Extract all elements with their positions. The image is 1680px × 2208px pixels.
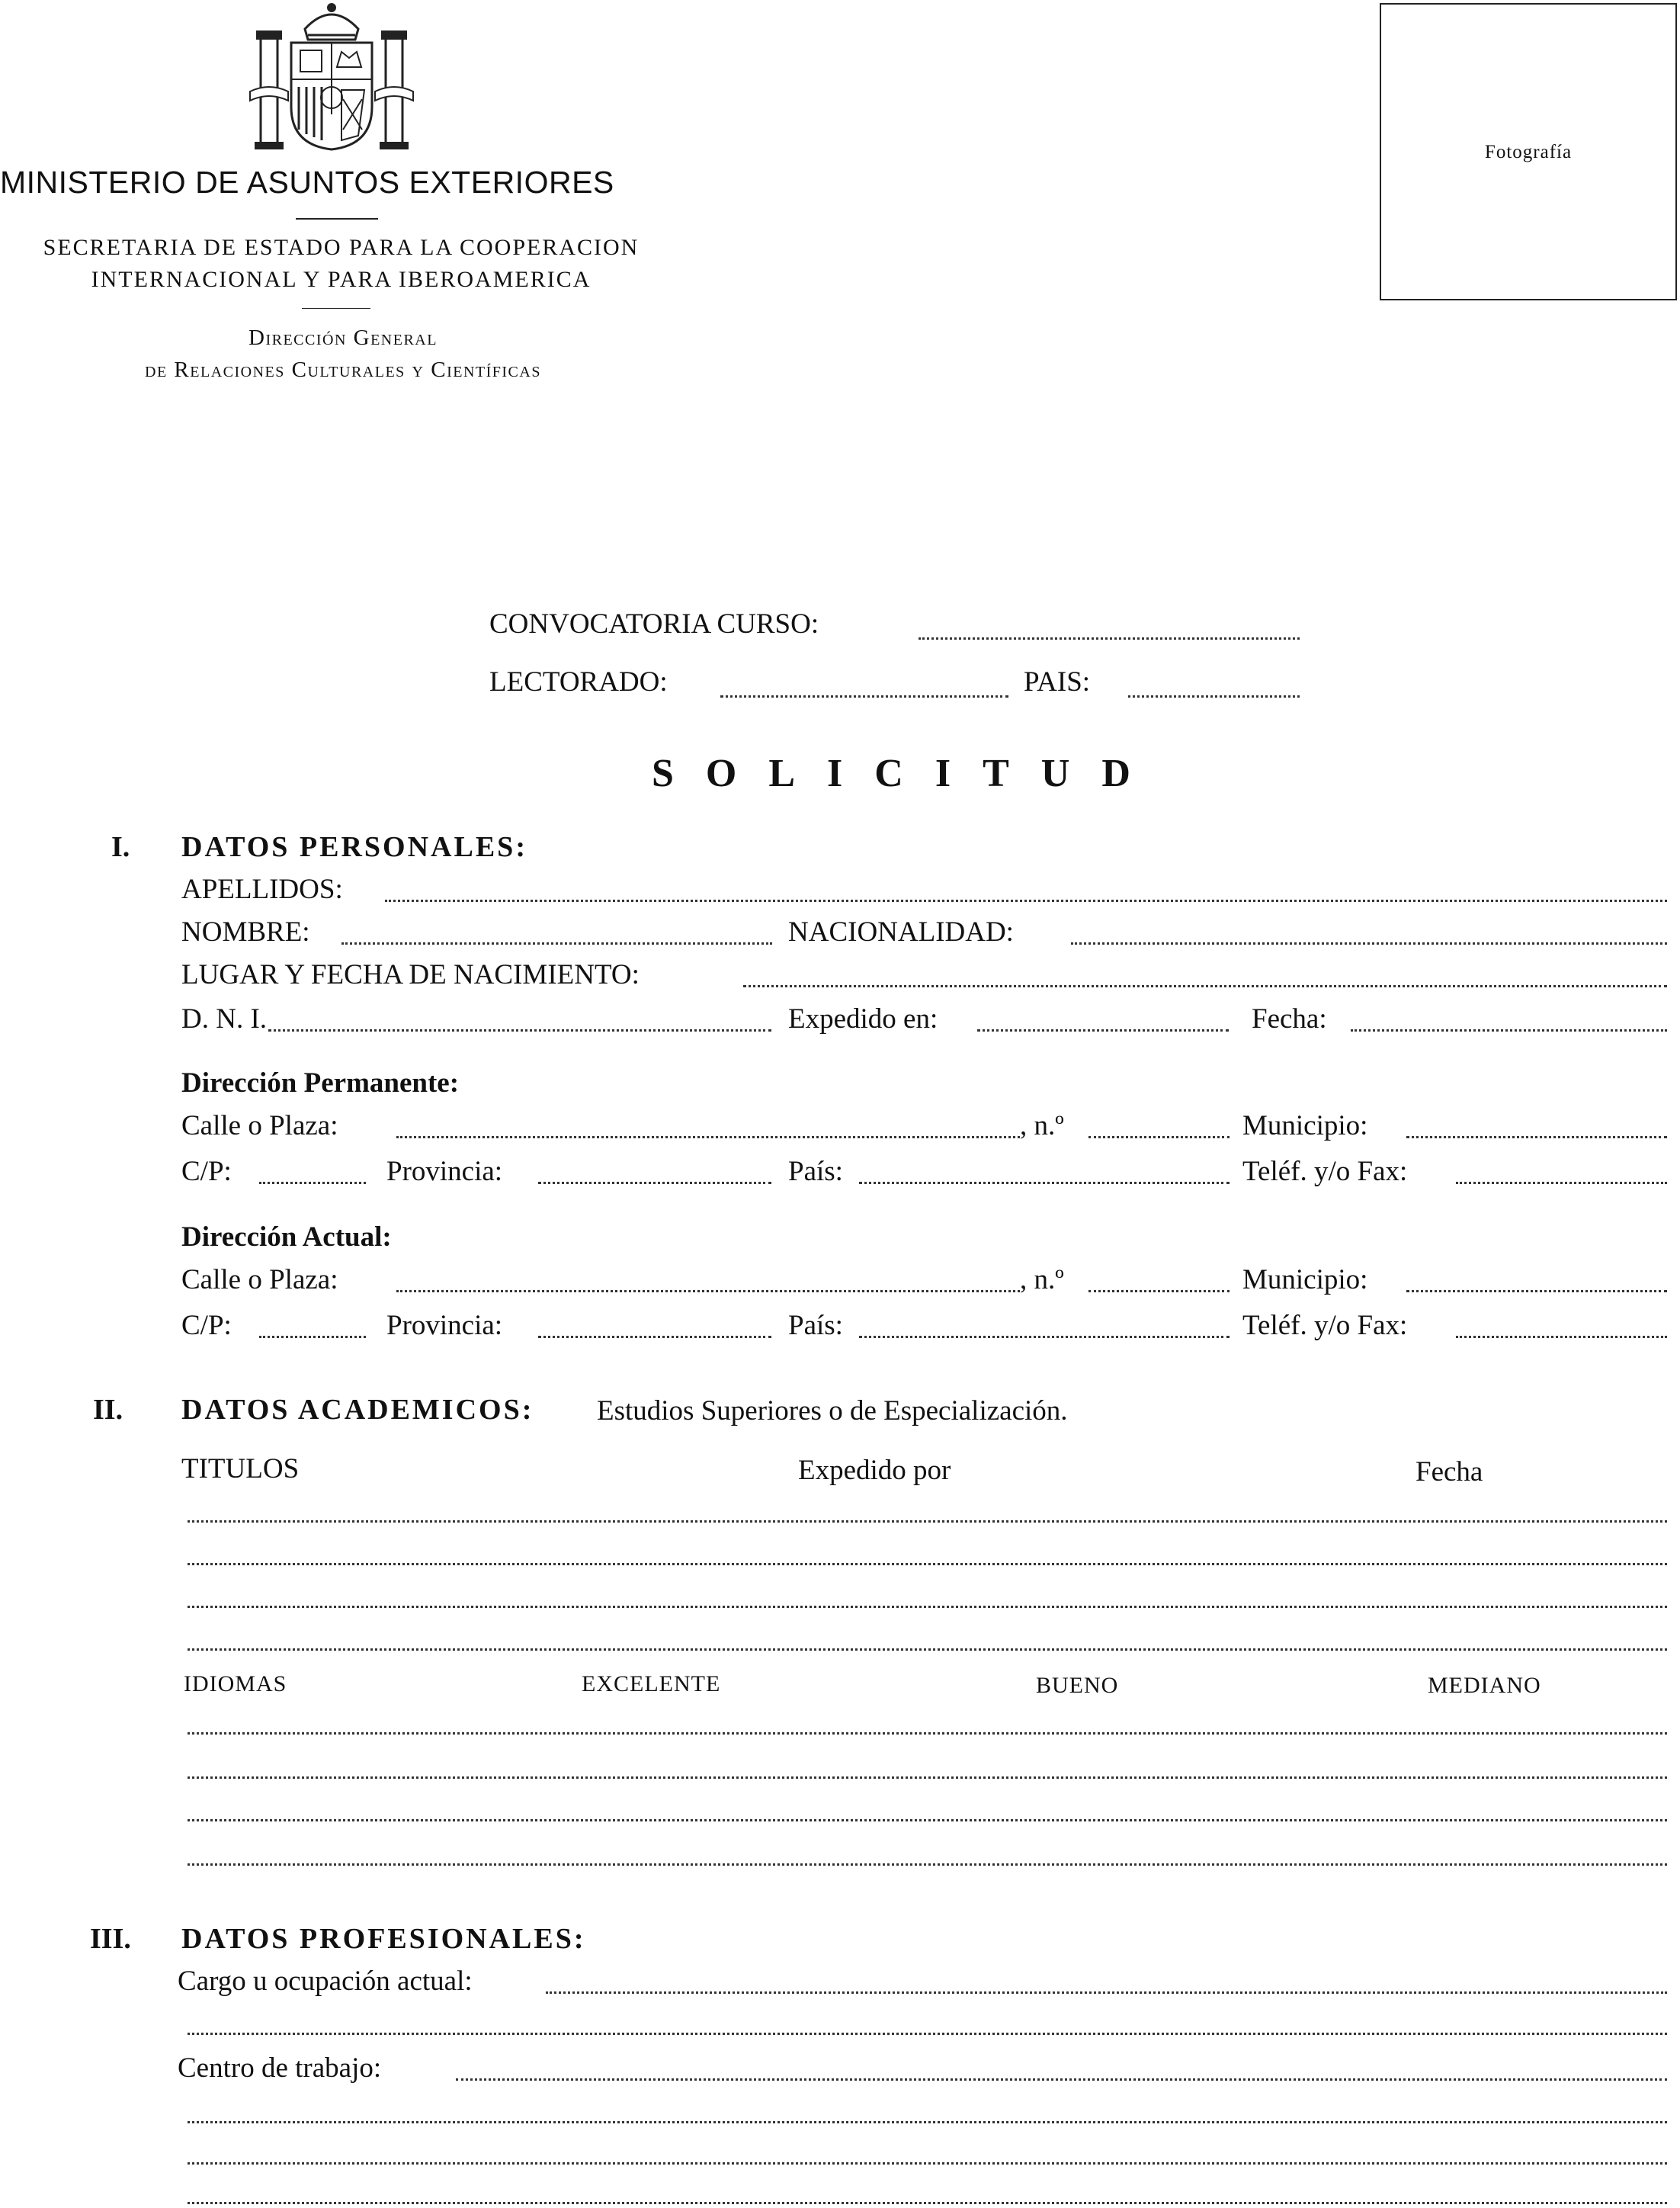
idiomas-column-header: IDIOMAS bbox=[184, 1671, 287, 1696]
provincia-field[interactable] bbox=[538, 1182, 771, 1184]
cargo-ocupacion-field-line-2[interactable] bbox=[188, 2033, 1667, 2035]
lectorado-label: LECTORADO: bbox=[489, 666, 668, 698]
section-3-number: III. bbox=[90, 1923, 131, 1955]
cp-field[interactable] bbox=[259, 1182, 366, 1184]
expedido-en-label: Expedido en: bbox=[788, 1003, 938, 1035]
ministry-name: MINISTERIO DE ASUNTOS EXTERIORES bbox=[0, 165, 614, 200]
calle-plaza-label: Calle o Plaza: bbox=[181, 1110, 338, 1141]
lugar-fecha-nacimiento-field[interactable] bbox=[743, 985, 1667, 987]
section-2-number: II. bbox=[93, 1394, 123, 1426]
centro-trabajo-field[interactable] bbox=[456, 2078, 1667, 2081]
nombre-field[interactable] bbox=[341, 942, 772, 945]
centro-trabajo-label: Centro de trabajo: bbox=[178, 2052, 382, 2084]
numero-field[interactable] bbox=[1088, 1290, 1230, 1292]
nacionalidad-field[interactable] bbox=[1071, 942, 1667, 945]
lectorado-field[interactable] bbox=[720, 695, 1008, 698]
idiomas-row-3[interactable] bbox=[188, 1819, 1667, 1821]
pais-residencia-label: País: bbox=[788, 1310, 843, 1341]
centro-trabajo-field-line-2[interactable] bbox=[188, 2121, 1667, 2123]
cargo-ocupacion-field[interactable] bbox=[546, 1991, 1667, 1994]
municipio-field[interactable] bbox=[1406, 1290, 1667, 1292]
calle-plaza-field[interactable] bbox=[396, 1290, 1020, 1292]
titulos-row-1[interactable] bbox=[188, 1520, 1667, 1523]
centro-trabajo-field-line-3[interactable] bbox=[188, 2162, 1667, 2165]
nacionalidad-label: NACIONALIDAD: bbox=[788, 916, 1014, 948]
expedido-en-field[interactable] bbox=[977, 1029, 1229, 1032]
excelente-column-header: EXCELENTE bbox=[582, 1671, 721, 1696]
photo-box[interactable] bbox=[1380, 3, 1677, 300]
section-1-title: DATOS PERSONALES: bbox=[181, 831, 527, 863]
fecha-column-header: Fecha bbox=[1415, 1456, 1483, 1488]
pais-label: PAIS: bbox=[1024, 666, 1091, 698]
cp-field[interactable] bbox=[259, 1336, 366, 1338]
municipio-label: Municipio: bbox=[1242, 1110, 1368, 1141]
pais-field[interactable] bbox=[1128, 695, 1300, 698]
bueno-column-header: BUENO bbox=[1036, 1673, 1119, 1698]
numero-label: , n.º bbox=[1020, 1110, 1064, 1141]
direccion-general-line-2: de Relaciones Culturales y Científicas bbox=[145, 358, 541, 382]
section-3-title: DATOS PROFESIONALES: bbox=[181, 1923, 586, 1955]
lugar-fecha-nacimiento-label: LUGAR Y FECHA DE NACIMIENTO: bbox=[181, 959, 640, 990]
mediano-column-header: MEDIANO bbox=[1428, 1673, 1541, 1698]
photo-label: Fotografía bbox=[1484, 142, 1573, 162]
titulos-column-header: TITULOS bbox=[181, 1453, 300, 1484]
cargo-ocupacion-label: Cargo u ocupación actual: bbox=[178, 1966, 473, 1997]
idiomas-row-1[interactable] bbox=[188, 1732, 1667, 1735]
pais-residencia-label: País: bbox=[788, 1156, 843, 1187]
dni-field[interactable] bbox=[268, 1029, 771, 1032]
titulos-row-4[interactable] bbox=[188, 1648, 1667, 1651]
cp-label: C/P: bbox=[181, 1310, 232, 1341]
cp-label: C/P: bbox=[181, 1156, 232, 1187]
header-divider bbox=[296, 218, 378, 220]
telefono-fax-label: Teléf. y/o Fax: bbox=[1242, 1310, 1408, 1341]
direccion-actual-heading: Dirección Actual: bbox=[181, 1221, 392, 1253]
calle-plaza-label: Calle o Plaza: bbox=[181, 1264, 338, 1295]
idiomas-row-2[interactable] bbox=[188, 1776, 1667, 1779]
fecha-field[interactable] bbox=[1351, 1029, 1667, 1032]
pais-residencia-field[interactable] bbox=[859, 1336, 1230, 1338]
secretaria-line-2: INTERNACIONAL Y PARA IBEROAMERICA bbox=[91, 267, 592, 292]
provincia-field[interactable] bbox=[538, 1336, 771, 1338]
direccion-general-line-1: Dirección General bbox=[248, 326, 438, 350]
calle-plaza-field[interactable] bbox=[396, 1136, 1020, 1138]
provincia-label: Provincia: bbox=[386, 1310, 503, 1341]
convocatoria-curso-label: CONVOCATORIA CURSO: bbox=[489, 608, 819, 640]
municipio-label: Municipio: bbox=[1242, 1264, 1368, 1295]
apellidos-label: APELLIDOS: bbox=[181, 874, 343, 905]
titulos-row-2[interactable] bbox=[188, 1563, 1667, 1565]
idiomas-row-4[interactable] bbox=[188, 1863, 1667, 1866]
convocatoria-curso-field[interactable] bbox=[919, 637, 1300, 640]
numero-field[interactable] bbox=[1088, 1136, 1230, 1138]
apellidos-field[interactable] bbox=[385, 900, 1667, 902]
nombre-label: NOMBRE: bbox=[181, 916, 310, 948]
section-1-number: I. bbox=[111, 831, 130, 863]
dni-label: D. N. I. bbox=[181, 1003, 268, 1035]
numero-label: , n.º bbox=[1020, 1264, 1064, 1295]
form-title: SOLICITUD bbox=[652, 752, 1162, 795]
secretaria-line-1: SECRETARIA DE ESTADO PARA LA COOPERACION bbox=[43, 235, 640, 260]
header-divider bbox=[302, 308, 370, 309]
direccion-permanente-heading: Dirección Permanente: bbox=[181, 1067, 460, 1099]
telefono-fax-field[interactable] bbox=[1456, 1336, 1667, 1338]
coat-of-arms bbox=[244, 0, 419, 152]
telefono-fax-field[interactable] bbox=[1456, 1182, 1667, 1184]
centro-trabajo-field-line-4[interactable] bbox=[188, 2202, 1667, 2204]
section-2-subtitle: Estudios Superiores o de Especialización. bbox=[597, 1395, 1068, 1427]
municipio-field[interactable] bbox=[1406, 1136, 1667, 1138]
fecha-label: Fecha: bbox=[1252, 1003, 1327, 1035]
expedido-por-column-header: Expedido por bbox=[798, 1455, 951, 1486]
telefono-fax-label: Teléf. y/o Fax: bbox=[1242, 1156, 1408, 1187]
pais-residencia-field[interactable] bbox=[859, 1182, 1230, 1184]
titulos-row-3[interactable] bbox=[188, 1606, 1667, 1608]
provincia-label: Provincia: bbox=[386, 1156, 503, 1187]
section-2-title: DATOS ACADEMICOS: bbox=[181, 1394, 534, 1426]
